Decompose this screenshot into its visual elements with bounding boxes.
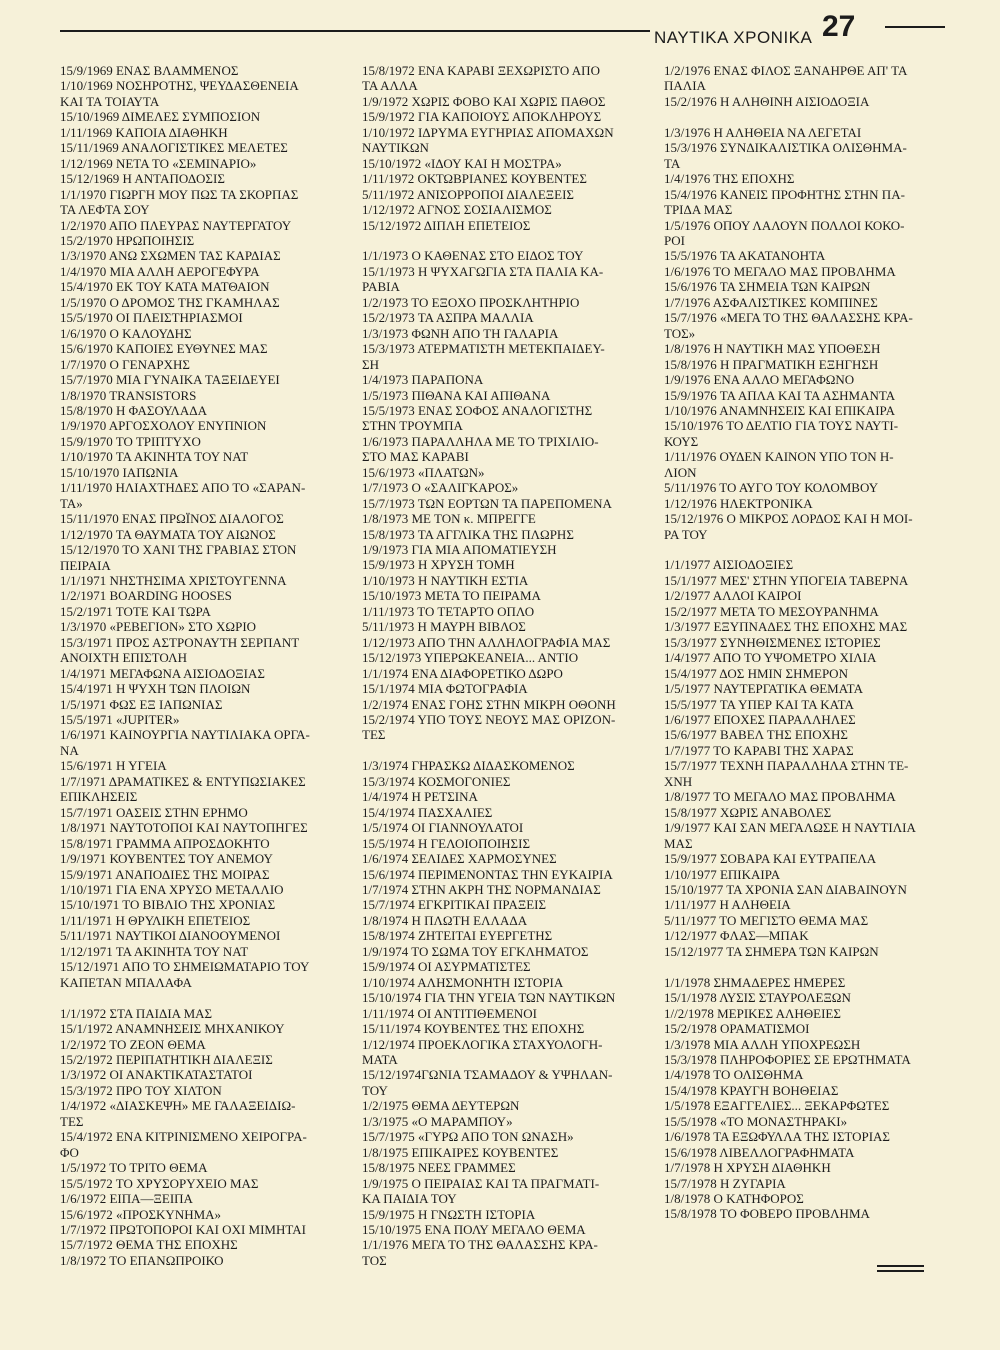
index-entry: 1/2/1974 ΕΝΑΣ ΓΟΗΣ ΣΤΗΝ ΜΙΚΡΗ ΟΘΟΝΗ xyxy=(362,696,616,712)
index-entry: 1/7/1977 ΤΟ ΚΑΡΑΒΙ ΤΗΣ ΧΑΡΑΣ xyxy=(664,742,854,758)
index-entry: ΤΕΣ xyxy=(362,727,386,743)
index-entry: 1/12/1969 ΝΕΤΑ ΤΟ «ΣΕΜΙΝΑΡΙΟ» xyxy=(60,155,257,171)
index-entry: 15/7/1977 ΤΕΧΝΗ ΠΑΡΑΛΛΗΛΑ ΣΤΗΝ ΤΕ- xyxy=(664,758,909,774)
index-entry: 1/12/1972 ΑΓΝΟΣ ΣΟΣΙΑΛΙΣΜΟΣ xyxy=(362,202,552,218)
index-entry: 15/4/1977 ΔΟΣ ΗΜΙΝ ΣΗΜΕΡΟΝ xyxy=(664,665,848,681)
index-entry: ΠΕΙΡΑΙΑ xyxy=(60,557,111,573)
index-entry: 1/4/1971 ΜΕΓΑΦΩΝΑ ΑΙΣΙΟΔΟΞΙΑΣ xyxy=(60,665,265,681)
index-entry: 1/8/1975 ΕΠΙΚΑΙΡΕΣ ΚΟΥΒΕΝΤΕΣ xyxy=(362,1144,559,1160)
index-entry: 1/11/1974 ΟΙ ΑΝΤΙΤΙΘΕΜΕΝΟΙ xyxy=(362,1005,537,1021)
index-entry: ΣΗ xyxy=(362,356,379,372)
index-entry: 1/8/1971 ΝΑΥΤΟΤΟΠΟΙ ΚΑΙ ΝΑΥΤΟΠΗΓΕΣ xyxy=(60,820,308,836)
end-rule xyxy=(877,1265,924,1267)
index-entry: 1/6/1976 ΤΟ ΜΕΓΑΛΟ ΜΑΣ ΠΡΟΒΛΗΜΑ xyxy=(664,263,896,279)
index-entry: 15/10/1970 ΙΑΠΩΝΙΑ xyxy=(60,464,179,480)
index-entry: 15/1/1974 ΜΙΑ ΦΩΤΟΓΡΑΦΙΑ xyxy=(362,681,528,697)
index-entry: 1/5/1971 ΦΩΣ ΕΞ ΙΑΠΩΝΙΑΣ xyxy=(60,696,223,712)
index-entry: 15/12/1974ΓΩΝΙΑ ΤΣΑΜΑΔΟΥ & ΥΨΗΛΑΝ- xyxy=(362,1067,613,1083)
index-entry: ΜΑΣ xyxy=(664,835,693,851)
index-entry: 1/1/1976 ΜΕΓΑ ΤΟ ΤΗΣ ΘΑΛΑΣΣΗΣ ΚΡΑ- xyxy=(362,1237,598,1253)
index-entry: 15/11/1970 ΕΝΑΣ ΠΡΩΪΝΟΣ ΔΙΑΛΟΓΟΣ xyxy=(60,511,284,527)
index-entry: 15/1/1977 ΜΕΣ' ΣΤΗΝ ΥΠΟΓΕΙΑ ΤΑΒΕΡΝΑ xyxy=(664,572,909,588)
index-entry: 15/3/1976 ΣΥΝΔΙΚΑΛΙΣΤΙΚΑ ΟΛΙΣΘΗΜΑ- xyxy=(664,140,907,156)
index-entry: ΜΑΤΑ xyxy=(362,1051,398,1067)
index-entry: 1/8/1978 Ο ΚΑΤΗΦΟΡΟΣ xyxy=(664,1191,804,1207)
index-entry: 15/6/1970 ΚΑΠΟΙΕΣ ΕΥΘΥΝΕΣ ΜΑΣ xyxy=(60,341,268,357)
index-entry: 1/7/1974 ΣΤΗΝ ΑΚΡΗ ΤΗΣ ΝΟΡΜΑΝΔΙΑΣ xyxy=(362,881,601,897)
index-entry: 15/9/1970 ΤΟ ΤΡΙΠΤΥΧΟ xyxy=(60,433,201,449)
index-entry: 15/9/1977 ΣΟΒΑΡΑ ΚΑΙ ΕΥΤΡΑΠΕΛΑ xyxy=(664,851,877,867)
index-entry: 15/4/1978 ΚΡΑΥΓΗ ΒΟΗΘΕΙΑΣ xyxy=(664,1082,839,1098)
index-entry: 1/8/1972 ΤΟ ΕΠΑΝΩΠΡΟΙΚΟ xyxy=(60,1252,224,1268)
page-header xyxy=(0,0,1000,60)
index-entry: 1/11/1977 Η ΑΛΗΘΕΙΑ xyxy=(664,897,791,913)
index-entry: 1/8/1974 Η ΠΛΩΤΗ ΕΛΛΑΔΑ xyxy=(362,912,528,928)
index-entry: 15/7/1976 «ΜΕΓΑ ΤΟ ΤΗΣ ΘΑΛΑΣΣΗΣ ΚΡΑ- xyxy=(664,310,913,326)
index-entry: 15/2/1972 ΠΕΡΙΠΑΤΗΤΙΚΗ ΔΙΑΛΕΞΙΣ xyxy=(60,1051,273,1067)
index-entry: 1/5/1970 Ο ΔΡΟΜΟΣ ΤΗΣ ΓΚΑΜΗΛΑΣ xyxy=(60,294,280,310)
index-entry: 1/10/1976 ΑΝΑΜΝΗΣΕΙΣ ΚΑΙ ΕΠΙΚΑΙΡΑ xyxy=(664,402,895,418)
index-entry: 1/5/1977 ΝΑΥΤΕΡΓΑΤΙΚΑ ΘΕΜΑΤΑ xyxy=(664,681,863,697)
index-entry: 15/6/1971 Η ΥΓΕΙΑ xyxy=(60,758,167,774)
index-entry: 15/9/1976 ΤΑ ΑΠΛΑ ΚΑΙ ΤΑ ΑΣΗΜΑΝΤΑ xyxy=(664,387,896,403)
index-entry: 1/11/1969 ΚΑΠΟΙΑ ΔΙΑΘΗΚΗ xyxy=(60,124,228,140)
index-entry: ΚΑΠΕΤΑΝ ΜΠΑΛΑΦΑ xyxy=(60,974,192,990)
index-entry: 15/2/1970 ΗΡΩΠΟΙΗΣΙΣ xyxy=(60,232,195,248)
index-entry: 1/12/1970 ΤΑ ΘΑΥΜΑΤΑ ΤΟΥ ΑΙΩΝΟΣ xyxy=(60,526,276,542)
index-entry: 15/11/1974 ΚΟΥΒΕΝΤΕΣ ΤΗΣ ΕΠΟΧΗΣ xyxy=(362,1021,585,1037)
index-entry: ΤΑ ΛΕΦΤΑ ΣΟΥ xyxy=(60,202,150,218)
index-entry: 15/5/1974 Η ΓΕΛΟΙΟΠΟΙΗΣΙΣ xyxy=(362,835,531,851)
index-entry: 1/11/1973 ΤΟ ΤΕΤΑΡΤΟ ΟΠΛΟ xyxy=(362,603,535,619)
index-entry: ΝΑΥΤΙΚΩΝ xyxy=(362,140,429,156)
index-entry: 15/1/1978 ΛΥΣΙΣ ΣΤΑΥΡΟΛΕΞΩΝ xyxy=(664,990,851,1006)
index-entry: 5/11/1976 ΤΟ ΑΥΓΟ ΤΟΥ ΚΟΛΟΜΒΟΥ xyxy=(664,480,879,496)
index-entry: ΤΟΣ xyxy=(362,1252,387,1268)
index-entry: 15/12/1977 ΤΑ ΣΗΜΕΡΑ ΤΩΝ ΚΑΙΡΩΝ xyxy=(664,943,879,959)
index-entry: 1/1/1970 ΓΙΩΡΓΗ ΜΟΥ ΠΩΣ ΤΑ ΣΚΟΡΠΑΣ xyxy=(60,186,299,202)
header-rule-right xyxy=(885,26,945,28)
index-entry: 15/10/1972 «ΙΔΟΥ ΚΑΙ Η ΜΟΣΤΡΑ» xyxy=(362,155,562,171)
index-entry: ΡΑΒΙΑ xyxy=(362,279,400,295)
index-entry: 1/9/1976 ΕΝΑ ΑΛΛΟ ΜΕΓΑΦΩΝΟ xyxy=(664,372,855,388)
index-entry: 1/2/1977 ΑΛΛΟΙ ΚΑΙΡΟΙ xyxy=(664,588,802,604)
index-entry: 1//2/1978 ΜΕΡΙΚΕΣ ΑΛΗΘΕΙΕΣ xyxy=(664,1005,841,1021)
index-entry: 1/3/1975 «Ο ΜΑΡΑΜΠΟΥ» xyxy=(362,1113,513,1129)
page-number: 27 xyxy=(822,10,856,43)
index-entry: 1/7/1970 Ο ΓΕΝΑΡΧΗΣ xyxy=(60,356,190,372)
index-entry: 15/7/1971 ΟΑΣΕΙΣ ΣΤΗΝ ΕΡΗΜΟ xyxy=(60,804,248,820)
index-entry: ΝΑ xyxy=(60,742,79,758)
index-entry: 15/6/1976 ΤΑ ΣΗΜΕΙΑ ΤΩΝ ΚΑΙΡΩΝ xyxy=(664,279,871,295)
index-entry: ΤΕΣ xyxy=(60,1113,84,1129)
index-entry: 15/2/1977 ΜΕΤΑ ΤΟ ΜΕΣΟΥΡΑΝΗΜΑ xyxy=(664,603,879,619)
index-entry: 15/6/1974 ΠΕΡΙΜΕΝΟΝΤΑΣ ΤΗΝ ΕΥΚΑΙΡΙΑ xyxy=(362,866,613,882)
index-entry: 1/10/1974 ΑΛΗΣΜΟΝΗΤΗ ΙΣΤΟΡΙΑ xyxy=(362,974,564,990)
index-entry: 1/3/1978 ΜΙΑ ΑΛΛΗ ΥΠΟΧΡΕΩΣΗ xyxy=(664,1036,861,1052)
index-entry: 1/1/1978 ΣΗΜΑΔΕΡΕΣ ΗΜΕΡΕΣ xyxy=(664,974,846,990)
index-entry: 15/10/1971 ΤΟ ΒΙΒΛΙΟ ΤΗΣ ΧΡΟΝΙΑΣ xyxy=(60,897,276,913)
index-entry: 15/2/1974 ΥΠΟ ΤΟΥΣ ΝΕΟΥΣ ΜΑΣ ΟΡΙΖΟΝ- xyxy=(362,712,616,728)
index-entry: ΚΟΥΣ xyxy=(664,433,699,449)
index-entry: 15/9/1971 ΑΝΑΠΟΔΙΕΣ ΤΗΣ ΜΟΙΡΑΣ xyxy=(60,866,270,882)
index-entry: 1/1/1974 ΕΝΑ ΔΙΑΦΟΡΕΤΙΚΟ ΔΩΡΟ xyxy=(362,665,563,681)
index-entry: 15/8/1976 Η ΠΡΑΓΜΑΤΙΚΗ ΕΞΗΓΗΣΗ xyxy=(664,356,879,372)
index-entry: ΤΡΙΔΑ ΜΑΣ xyxy=(664,202,733,218)
section-gap xyxy=(664,959,954,974)
index-entry: 15/4/1972 ΕΝΑ ΚΙΤΡΙΝΙΣΜΕΝΟ ΧΕΙΡΟΓΡΑ- xyxy=(60,1129,307,1145)
index-entry: 1/3/1976 Η ΑΛΗΘΕΙΑ ΝΑ ΛΕΓΕΤΑΙ xyxy=(664,124,862,140)
index-entry: 15/7/1973 ΤΩΝ ΕΟΡΤΩΝ ΤΑ ΠΑΡΕΠΟΜΕΝΑ xyxy=(362,495,612,511)
index-entry: 1/4/1970 ΜΙΑ ΑΛΛΗ ΑΕΡΟΓΕΦΥΡΑ xyxy=(60,263,260,279)
index-entry: 1/2/1972 ΤΟ ΖΕΟΝ ΘΕΜΑ xyxy=(60,1036,206,1052)
index-entry: 1/11/1970 ΗΛΙΑΧΤΗΔΕΣ ΑΠΟ ΤΟ «ΣΑΡΑΝ- xyxy=(60,480,306,496)
index-entry: 15/12/1976 Ο ΜΙΚΡΟΣ ΛΟΡΔΟΣ ΚΑΙ Η ΜΟΙ- xyxy=(664,511,913,527)
index-entry: 1/11/1972 ΟΚΤΩΒΡΙΑΝΕΣ ΚΟΥΒΕΝΤΕΣ xyxy=(362,171,587,187)
index-entry: 1/4/1973 ΠΑΡΑΠΟΝΑ xyxy=(362,372,484,388)
index-entry: 15/5/1977 ΤΑ ΥΠΕΡ ΚΑΙ ΤΑ ΚΑΤΑ xyxy=(664,696,854,712)
section-gap xyxy=(664,109,954,124)
section-gap xyxy=(664,542,954,557)
index-entry: 15/2/1976 Η ΑΛΗΘΙΝΗ ΑΙΣΙΟΔΟΞΙΑ xyxy=(664,93,870,109)
index-entry: 15/12/1970 ΤΟ ΧΑΝΙ ΤΗΣ ΓΡΑΒΙΑΣ ΣΤΟΝ xyxy=(60,542,297,558)
index-entry: 15/5/1978 «ΤΟ ΜΟΝΑΣΤΗΡΑΚΙ» xyxy=(664,1113,848,1129)
end-rule xyxy=(877,1270,924,1272)
index-entry: 1/4/1976 ΤΗΣ ΕΠΟΧΗΣ xyxy=(664,171,795,187)
index-entry: 1/6/1972 ΕΙΠΑ—ΞΕΙΠΑ xyxy=(60,1191,193,1207)
index-entry: 15/2/1978 ΟΡΑΜΑΤΙΣΜΟΙ xyxy=(664,1021,810,1037)
index-entry: 1/12/1973 ΑΠΟ ΤΗΝ ΑΛΛΗΛΟΓΡΑΦΙΑ ΜΑΣ xyxy=(362,634,611,650)
index-entry: 15/11/1969 ΑΝΑΛΟΓΙΣΤΙΚΕΣ ΜΕΛΕΤΕΣ xyxy=(60,140,288,156)
index-entry: 15/7/1974 ΕΓΚΡΙΤΙΚΑΙ ΠΡΑΞΕΙΣ xyxy=(362,897,547,913)
index-entry: ΣΤΗΝ ΤΡΟΥΜΠΑ xyxy=(362,418,463,434)
index-entry: 1/7/1978 Η ΧΡΥΣΗ ΔΙΑΘΗΚΗ xyxy=(664,1160,831,1176)
index-entry: 1/10/1973 Η ΝΑΥΤΙΚΗ ΕΣΤΙΑ xyxy=(362,572,529,588)
index-entry: 1/4/1974 Η ΡΕΤΣΙΝΑ xyxy=(362,789,478,805)
index-entry: 15/6/1972 «ΠΡΟΣΚΥΝΗΜΑ» xyxy=(60,1206,222,1222)
index-entry: 1/10/1972 ΙΔΡΥΜΑ ΕΥΓΗΡΙΑΣ ΑΠΟΜΑΧΩΝ xyxy=(362,124,614,140)
index-entry: 1/2/1975 ΘΕΜΑ ΔΕΥΤΕΡΩΝ xyxy=(362,1098,520,1114)
index-entry: 1/3/1970 ΑΝΩ ΣΧΩΜΕΝ ΤΑΣ ΚΑΡΔΙΑΣ xyxy=(60,248,281,264)
index-entry: 1/8/1970 TRANSISTORS xyxy=(60,387,197,403)
index-entry: 1/1/1973 Ο ΚΑΘΕΝΑΣ ΣΤΟ ΕΙΔΟΣ ΤΟΥ xyxy=(362,248,584,264)
header-rule-left xyxy=(60,30,650,32)
index-entry: 15/10/1976 ΤΟ ΔΕΛΤΙΟ ΓΙΑ ΤΟΥΣ ΝΑΥΤΙ- xyxy=(664,418,899,434)
index-entry: ΕΠΙΚΛΗΣΕΙΣ xyxy=(60,789,138,805)
index-column-1 xyxy=(60,63,360,1268)
index-entry: 15/3/1972 ΠΡΟ ΤΟΥ ΧΙΛΤΟΝ xyxy=(60,1082,222,1098)
index-entry: 15/9/1975 Η ΓΝΩΣΤΗ ΙΣΤΟΡΙΑ xyxy=(362,1206,536,1222)
index-entry: ΦΟ xyxy=(60,1144,79,1160)
index-entry: 1/9/1975 Ο ΠΕΙΡΑΙΑΣ ΚΑΙ ΤΑ ΠΡΑΓΜΑΤΙ- xyxy=(362,1175,600,1191)
index-entry: 1/6/1977 ΕΠΟΧΕΣ ΠΑΡΑΛΛΗΛΕΣ xyxy=(664,712,856,727)
index-entry: 15/10/1974 ΓΙΑ ΤΗΝ ΥΓΕΙΑ ΤΩΝ ΝΑΥΤΙΚΩΝ xyxy=(362,990,616,1006)
index-entry: 15/8/1978 ΤΟ ΦΟΒΕΡΟ ΠΡΟΒΛΗΜΑ xyxy=(664,1206,870,1222)
index-entry: 1/3/1973 ΦΩΝΗ ΑΠΟ ΤΗ ΓΑΛΑΡΙΑ xyxy=(362,325,559,341)
index-entry: 1/8/1973 ΜΕ ΤΟΝ κ. ΜΠΡΕΓΓΕ xyxy=(362,511,536,527)
index-entry: 1/2/1971 BOARDING HOOSES xyxy=(60,588,232,604)
index-entry: ΤΑ» xyxy=(60,495,83,511)
index-entry: 1/5/1973 ΠΙΘΑΝΑ ΚΑΙ ΑΠΙΘΑΝΑ xyxy=(362,387,551,403)
index-entry: 1/12/1977 ΦΛΑΣ—ΜΠΑΚ xyxy=(664,928,809,944)
index-entry: 1/6/1973 ΠΑΡΑΛΛΗΛΑ ΜΕ ΤΟ ΤΡΙΧΙΛΙΟ- xyxy=(362,433,599,449)
index-entry: 1/9/1971 ΚΟΥΒΕΝΤΕΣ ΤΟΥ ΑΝΕΜΟΥ xyxy=(60,851,273,867)
index-entry: 15/8/1974 ΖΗΤΕΙΤΑΙ ΕΥΕΡΓΕΤΗΣ xyxy=(362,928,553,944)
magazine-title: ΝΑΥΤΙΚΑ ΧΡΟΝΙΚΑ xyxy=(654,28,813,47)
index-entry: 15/8/1977 ΧΩΡΙΣ ΑΝΑΒΟΛΕΣ xyxy=(664,804,832,820)
index-entry: 1/8/1976 Η ΝΑΥΤΙΚΗ ΜΑΣ ΥΠΟΘΕΣΗ xyxy=(664,341,881,357)
index-entry: 15/12/1971 ΑΠΟ ΤΟ ΣΗΜΕΙΩΜΑΤΑΡΙΟ ΤΟΥ xyxy=(60,959,310,975)
index-entry: 15/4/1976 ΚΑΝΕΙΣ ΠΡΟΦΗΤΗΣ ΣΤΗΝ ΠΑ- xyxy=(664,186,905,202)
index-entry: 15/8/1971 ΓΡΑΜΜΑ ΑΠΡΟΣΔΟΚΗΤΟ xyxy=(60,835,270,851)
index-entry: 1/4/1972 «ΔΙΑΣΚΕΨΗ» ΜΕ ΓΑΛΑΞΕΙΔΙΩ- xyxy=(60,1098,296,1114)
index-entry: 15/7/1972 ΘΕΜΑ ΤΗΣ ΕΠΟΧΗΣ xyxy=(60,1237,238,1253)
index-entry: 15/7/1978 Η ΖΥΓΑΡΙΑ xyxy=(664,1175,786,1191)
index-entry: 15/10/1975 ΕΝΑ ΠΟΛΥ ΜΕΓΑΛΟ ΘΕΜΑ xyxy=(362,1221,586,1237)
index-entry: 15/5/1972 ΤΟ ΧΡΥΣΟΡΥΧΕΙΟ ΜΑΣ xyxy=(60,1175,259,1191)
index-entry: 1/7/1976 ΑΣΦΑΛΙΣΤΙΚΕΣ ΚΟΜΠΙΝΕΣ xyxy=(664,294,878,310)
index-entry: 15/4/1974 ΠΑΣΧΑΛΙΕΣ xyxy=(362,804,493,820)
index-entry: 15/8/1972 ΕΝΑ ΚΑΡΑΒΙ ΞΕΧΩΡΙΣΤΟ ΑΠΟ xyxy=(362,63,600,78)
index-entry: 15/7/1970 ΜΙΑ ΓΥΝΑΙΚΑ ΤΑΞΕΙΔΕΥΕΙ xyxy=(60,372,280,388)
index-entry: 15/3/1978 ΠΛΗΡΟΦΟΡΙΕΣ ΣΕ ΕΡΩΤΗΜΑΤΑ xyxy=(664,1051,911,1067)
index-entry: 15/12/1972 ΔΙΠΛΗ ΕΠΕΤΕΙΟΣ xyxy=(362,217,531,233)
index-entry: 15/9/1974 ΟΙ ΑΣΥΡΜΑΤΙΣΤΕΣ xyxy=(362,959,531,975)
index-entry: 15/1/1972 ΑΝΑΜΝΗΣΕΙΣ ΜΗΧΑΝΙΚΟΥ xyxy=(60,1021,285,1037)
index-entry: ΧΝΗ xyxy=(664,773,693,789)
index-entry: 15/9/1972 ΓΙΑ ΚΑΠΟΙΟΥΣ ΑΠΟΚΛΗΡΟΥΣ xyxy=(362,109,602,125)
index-entry: 15/6/1973 «ΠΛΑΤΩΝ» xyxy=(362,464,485,480)
index-entry: 15/8/1975 ΝΕΕΣ ΓΡΑΜΜΕΣ xyxy=(362,1160,516,1176)
index-entry: 1/9/1972 ΧΩΡΙΣ ΦΟΒΟ ΚΑΙ ΧΩΡΙΣ ΠΑΘΟΣ xyxy=(362,93,606,109)
index-entry: 1/6/1978 ΤΑ ΕΞΩΦΥΛΛΑ ΤΗΣ ΙΣΤΟΡΙΑΣ xyxy=(664,1129,890,1145)
index-entry: 15/5/1976 ΤΑ ΑΚΑΤΑΝΟΗΤΑ xyxy=(664,248,826,264)
section-gap xyxy=(362,743,662,758)
index-entry: 15/7/1975 «ΓΥΡΩ ΑΠΟ ΤΟΝ ΩΝΑΣΗ» xyxy=(362,1129,574,1145)
index-entry: 1/1/1977 ΑΙΣΙΟΔΟΞΙΕΣ xyxy=(664,557,794,573)
index-entry: 1/7/1973 Ο «ΣΑΛΙΓΚΑΡΟΣ» xyxy=(362,480,519,496)
index-entry: 1/7/1972 ΠΡΩΤΟΠΟΡΟΙ ΚΑΙ ΟΧΙ ΜΙΜΗΤΑΙ xyxy=(60,1221,306,1237)
index-entry: 1/10/1970 ΤΑ ΑΚΙΝΗΤΑ ΤΟΥ ΝΑΤ xyxy=(60,449,249,465)
index-entry: 15/12/1969 Η ΑΝΤΑΠΟΔΟΣΙΣ xyxy=(60,171,225,187)
index-entry: 1/10/1977 ΕΠΙΚΑΙΡΑ xyxy=(664,866,781,882)
index-entry: 1/3/1974 ΓΗΡΑΣΚΩ ΔΙΔΑΣΚΟΜΕΝΟΣ xyxy=(362,758,575,774)
index-entry: ΤΟΥ xyxy=(362,1082,388,1098)
index-entry: 15/3/1971 ΠΡΟΣ ΑΣΤΡΟΝΑΥΤΗ ΣΕΡΠΑΝΤ xyxy=(60,634,300,650)
index-entry: 1/8/1977 ΤΟ ΜΕΓΑΛΟ ΜΑΣ ΠΡΟΒΛΗΜΑ xyxy=(664,789,896,805)
section-gap xyxy=(362,233,662,248)
index-column-2 xyxy=(362,63,662,1268)
index-entry: ΡΟΙ xyxy=(664,232,685,248)
index-entry: 15/6/1977 ΒΑΒΕΛ ΤΗΣ ΕΠΟΧΗΣ xyxy=(664,727,848,743)
index-entry: 15/8/1973 ΤΑ ΑΓΓΛΙΚΑ ΤΗΣ ΠΛΩΡΗΣ xyxy=(362,526,574,542)
index-entry: 5/11/1973 Η ΜΑΥΡΗ ΒΙΒΛΟΣ xyxy=(362,619,526,635)
index-entry: 1/3/1970 «ΡΕΒΕΓΙΟΝ» ΣΤΟ ΧΩΡΙΟ xyxy=(60,619,257,635)
index-entry: 1/9/1970 ΑΡΓΟΣΧΟΛΟΥ ΕΝΥΠΝΙΟΝ xyxy=(60,418,267,434)
index-entry: ΡΑ ΤΟΥ xyxy=(664,526,708,542)
index-entry: 1/2/1973 ΤΟ ΕΞΟΧΟ ΠΡΟΣΚΛΗΤΗΡΙΟ xyxy=(362,294,580,310)
index-entry: 15/8/1970 Η ΦΑΣΟΥΛΑΔΑ xyxy=(60,402,208,418)
index-entry: ΣΤΟ ΜΑΣ ΚΑΡΑΒΙ xyxy=(362,449,469,465)
index-entry: 15/9/1973 Η ΧΡΥΣΗ ΤΟΜΗ xyxy=(362,557,515,573)
index-entry: 15/3/1973 ΑΤΕΡΜΑΤΙΣΤΗ ΜΕΤΕΚΠΑΙΔΕΥ- xyxy=(362,341,605,357)
index-entry: 1/4/1978 ΤΟ ΟΛΙΣΘΗΜΑ xyxy=(664,1067,804,1083)
index-entry: 1/7/1971 ΔΡΑΜΑΤΙΚΕΣ & ΕΝΤΥΠΩΣΙΑΚΕΣ xyxy=(60,773,306,789)
index-entry: 1/11/1976 ΟΥΔΕΝ ΚΑΙΝΟΝ ΥΠΟ ΤΟΝ Η- xyxy=(664,449,894,465)
index-entry: 1/2/1976 ΕΝΑΣ ΦΙΛΟΣ ΞΑΝΑΗΡΘΕ ΑΠ' ΤΑ xyxy=(664,63,908,78)
index-entry: 5/11/1971 ΝΑΥΤΙΚΟΙ ΔΙΑΝΟΟΥΜΕΝΟΙ xyxy=(60,928,281,944)
index-entry: 15/5/1971 «JUPITER» xyxy=(60,712,180,728)
index-entry: ΤΑ ΑΛΛΑ xyxy=(362,78,418,94)
index-entry: 1/4/1977 ΑΠΟ ΤΟ ΥΨΟΜΕΤΡΟ ΧΙΛΙΑ xyxy=(664,650,877,666)
index-entry: 15/10/1977 ΤΑ ΧΡΟΝΙΑ ΣΑΝ ΔΙΑΒΑΙΝΟΥΝ xyxy=(664,881,907,897)
index-entry: ΠΑΛΙΑ xyxy=(664,78,706,94)
index-entry: 1/9/1973 ΓΙΑ ΜΙΑ ΑΠΟΜΑΤΙΕΥΣΗ xyxy=(362,542,557,558)
index-entry: 1/12/1976 ΗΛΕΚΤΡΟΝΙΚΑ xyxy=(664,495,813,511)
index-entry: 1/1/1972 ΣΤΑ ΠΑΙΔΙΑ ΜΑΣ xyxy=(60,1005,213,1021)
index-entry: 1/3/1972 ΟΙ ΑΝΑΚΤΙΚΑΤΑΣΤΑΤΟΙ xyxy=(60,1067,253,1083)
index-entry: 1/2/1970 ΑΠΟ ΠΛΕΥΡΑΣ ΝΑΥΤΕΡΓΑΤΟΥ xyxy=(60,217,292,233)
index-entry: 15/10/1973 ΜΕΤΑ ΤΟ ΠΕΙΡΑΜΑ xyxy=(362,588,541,604)
index-entry: 15/5/1973 ΕΝΑΣ ΣΟΦΟΣ ΑΝΑΛΟΓΙΣΤΗΣ xyxy=(362,402,593,418)
index-entry: 1/9/1974 ΤΟ ΣΩΜΑ ΤΟΥ ΕΓΚΛΗΜΑΤΟΣ xyxy=(362,943,589,959)
index-entry: 1/3/1977 ΕΞΥΠΝΑΔΕΣ ΤΗΣ ΕΠΟΧΗΣ ΜΑΣ xyxy=(664,619,908,635)
index-entry: 15/12/1973 ΥΠΕΡΩΚΕΑΝΕΙΑ... ΑΝΤΙΟ xyxy=(362,650,579,666)
index-entry: 15/2/1971 ΤΟΤΕ ΚΑΙ ΤΩΡΑ xyxy=(60,603,211,619)
index-entry: 1/6/1971 ΚΑΙΝΟΥΡΓΙΑ ΝΑΥΤΙΛΙΑΚΑ ΟΡΓΑ- xyxy=(60,727,310,743)
index-entry: 1/5/1976 ΟΠΟΥ ΛΑΛΟΥΝ ΠΟΛΛΟΙ ΚΟΚΟ- xyxy=(664,217,905,233)
index-entry: 15/4/1971 Η ΨΥΧΗ ΤΩΝ ΠΛΟΙΩΝ xyxy=(60,681,251,697)
index-entry: 1/1/1971 ΝΗΣΤΗΣΙΜΑ ΧΡΙΣΤΟΥΓΕΝΝΑ xyxy=(60,572,287,588)
index-entry: 1/5/1978 ΕΞΑΓΓΕΛΙΕΣ... ΞΕΚΑΡΦΩΤΕΣ xyxy=(664,1098,890,1114)
index-entry: ΤΑ xyxy=(664,155,681,171)
index-entry: 1/5/1972 ΤΟ ΤΡΙΤΟ ΘΕΜΑ xyxy=(60,1160,208,1176)
section-gap xyxy=(60,990,360,1005)
index-entry: 15/2/1973 ΤΑ ΑΣΠΡΑ ΜΑΛΛΙΑ xyxy=(362,310,534,326)
index-column-3 xyxy=(664,63,954,1222)
index-entry: 15/9/1969 ΕΝΑΣ ΒΛΑΜΜΕΝΟΣ xyxy=(60,63,239,78)
index-entry: 15/4/1970 ΕΚ ΤΟΥ ΚΑΤΑ ΜΑΤΘΑΙΟΝ xyxy=(60,279,270,295)
index-entry: ΚΑΙ ΤΑ ΤΟΙΑΥΤΑ xyxy=(60,93,160,109)
index-entry: ΚΑ ΠΑΙΔΙΑ ΤΟΥ xyxy=(362,1191,457,1207)
index-entry: 1/10/1971 ΓΙΑ ΕΝΑ ΧΡΥΣΟ ΜΕΤΑΛΛΙΟ xyxy=(60,882,284,898)
index-entry: ΤΟΣ» xyxy=(664,325,696,341)
index-entry: ΑΝΟΙΧΤΗ ΕΠΙΣΤΟΛΗ xyxy=(60,650,187,666)
index-entry: 15/1/1973 Η ΨΥΧΑΓΩΓΙΑ ΣΤΑ ΠΑΛΙΑ ΚΑ- xyxy=(362,263,604,279)
index-entry: 15/10/1969 ΔΙΜΕΛΕΣ ΣΥΜΠΟΣΙΟΝ xyxy=(60,109,261,125)
index-entry: 15/5/1970 ΟΙ ΠΛΕΙΣΤΗΡΙΑΣΜΟΙ xyxy=(60,310,243,326)
index-entry: 1/11/1971 Η ΘΡΥΛΙΚΗ ΕΠΕΤΕΙΟΣ xyxy=(60,912,251,928)
index-entry: 1/6/1970 Ο ΚΑΛΟΥΔΗΣ xyxy=(60,325,192,341)
index-entry: 1/9/1977 ΚΑΙ ΣΑΝ ΜΕΓΑΛΩΣΕ Η ΝΑΥΤΙΛΙΑ xyxy=(664,820,916,836)
index-entry: 15/3/1977 ΣΥΝΗΘΙΣΜΕΝΕΣ ΙΣΤΟΡΙΕΣ xyxy=(664,634,881,650)
index-entry: 1/6/1974 ΣΕΛΙΔΕΣ ΧΑΡΜΟΣΥΝΕΣ xyxy=(362,851,557,867)
index-entry: 15/3/1974 ΚΟΣΜΟΓΟΝΙΕΣ xyxy=(362,773,511,789)
index-entry: 5/11/1977 ΤΟ ΜΕΓΙΣΤΟ ΘΕΜΑ ΜΑΣ xyxy=(664,912,869,928)
index-entry: 1/12/1971 ΤΑ ΑΚΙΝΗΤΑ ΤΟΥ ΝΑΤ xyxy=(60,943,249,959)
index-entry: 1/5/1974 ΟΙ ΓΙΑΝΝΟΥΛΑΤΟΙ xyxy=(362,820,524,836)
index-entry: 5/11/1972 ΑΝΙΣΟΡΡΟΠΟΙ ΔΙΑΛΕΞΕΙΣ xyxy=(362,186,574,202)
index-entry: 15/6/1978 ΛΙΒΕΛΛΟΓΡΑΦΗΜΑΤΑ xyxy=(664,1144,855,1160)
index-entry: ΛΙΟΝ xyxy=(664,464,697,480)
index-entry: 1/10/1969 ΝΟΣΗΡΟΤΗΣ, ΨΕΥΔΑΣΘΕΝΕΙΑ xyxy=(60,78,299,94)
index-entry: 1/12/1974 ΠΡΟΕΚΛΟΓΙΚΑ ΣΤΑΧΥΟΛΟΓΗ- xyxy=(362,1036,603,1052)
